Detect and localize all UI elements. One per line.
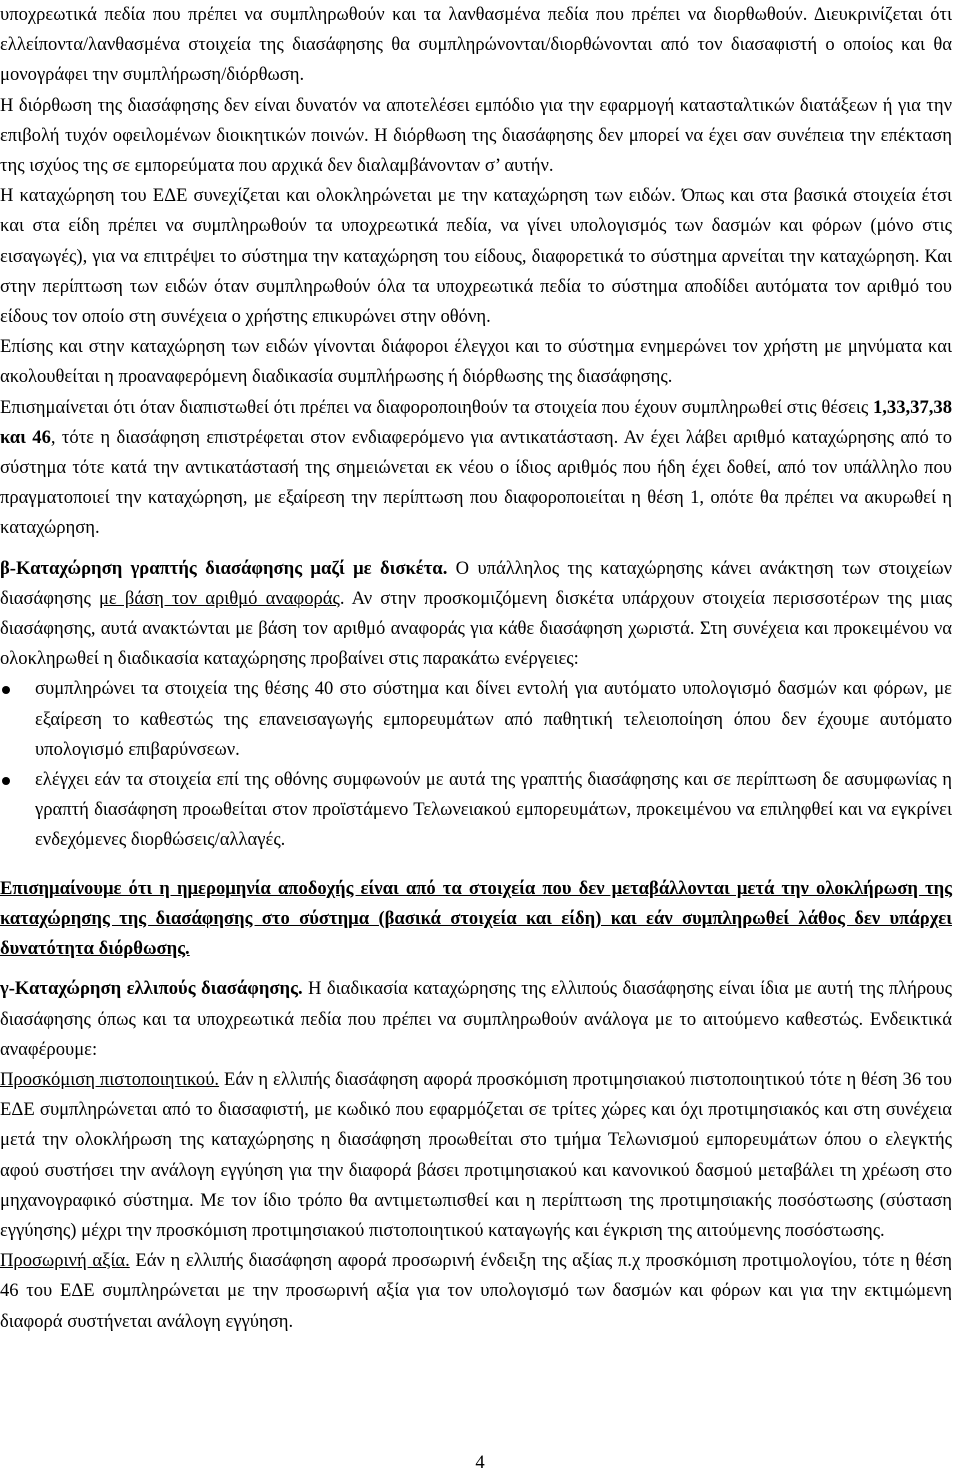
provisional-value-paragraph <box>0 1246 952 1337</box>
section-b <box>0 554 952 675</box>
section-b-text-2: . Αν στην προσκομιζόμενη δισκέτα υπάρχουν στοιχεία περισσοτέρων της μιας διασάφησης, αυτά ανακτώνται με βάση τον αριθμό αναφοράς για κάθε διασάφηση χωριστά. Στη συνέχεια και προκειμένου να ολοκληρωθεί η διαδικασία καταχώρησης προβαίνει στις παρακάτω ενέργειες: <box>0 587 952 670</box>
list-item <box>0 674 952 765</box>
section-b-heading: β-Καταχώρηση γραπτής διασάφησης μαζί με δισκέτα. <box>0 557 448 579</box>
section-c-heading: γ-Καταχώρηση ελλιπούς διασάφησης. <box>0 978 303 1000</box>
paragraph-items-entry: Η καταχώρηση του ΕΔΕ συνεχίζεται και ολοκληρώνεται με την καταχώρηση των ειδών. Όπως και στα βασικά στοιχεία έτσι και στα είδη πρέπει να συμπληρωθούν τα υποχρεωτικά πεδία, να γίνει υπολογισμός των δασμών και φόρων (μόνο στις εισαγωγές), για να επιτρέψει το σύστημα την καταχώρηση του είδους, διαφορετικά το σύστημα αρνείται την καταχώρηση. Και στην περίπτωση των ειδών όταν συμπληρωθούν όλα τα υποχρεωτικά πεδία το σύστημα αποδίδει αυτόματα τον αριθμό του είδους τον οποίο στη συνέχεια ο χρήστης επικυρώνει στην οθόνη. <box>0 185 952 328</box>
certificate-paragraph <box>0 1065 952 1246</box>
list-item-text: συμπληρώνει τα στοιχεία της θέσης 40 στο σύστημα και δίνει εντολή για αυτόματο υπολογισμό δασμών και φόρων, με εξαίρεση το καθεστώς της επανεισαγωγής εμπορευμάτων από παθητική τελειοποίηση όπου δεν έχουμε αυτόματο υπολογισμό επιβαρύνσεων. <box>35 678 952 760</box>
section-b-actions-list <box>0 674 952 855</box>
list-item-text: ελέγχει εάν τα στοιχεία επί της οθόνης συμφωνούν με αυτά της γραπτής διασάφησης και σε περίπτωση δε ασυμφωνίας η γραπτή διασάφηση προωθείται στον προϊστάμενο Τελωνειακού εμπορευμάτων, προκειμένου να επιληφθεί και να εγκρίνει ενδεχόμενες διορθώσεις/αλλαγές. <box>35 769 952 851</box>
paragraph-replacement <box>0 393 952 544</box>
section-c-text: Η διαδικασία καταχώρησης της ελλιπούς διασάφησης είναι ίδια με αυτή της πλήρους διασάφησης όπως και τα υποχρεωτικά πεδία που πρέπει να συμπληρωθούν ανάλογα με το αιτούμενο καθεστώς. Ενδεικτικά αναφέρουμε: <box>0 978 952 1060</box>
certificate-text: Εάν η ελλιπής διασάφηση αφορά προσκόμιση προτιμησιακού πιστοποιητικού τότε η θέση 36 του ΕΔΕ συμπληρώνεται από το διασαφιστή, με κωδικό που εφαρμόζεται σε τρίτες χώρες και όχι προτιμησιακός και στη συνέχεια μετά την ολοκλήρωση της καταχώρησης η διασάφηση προωθείται στο τμήμα Τελωνισμού εμπορευμάτων όπου ο ελεγκτής αφού συστήσει την ανάλογη εγγύηση για την διαφορά βάσει προτιμησιακού και κανονικού δασμού μεταβάλει τη χρέωση στο μηχανογραφικό σύστημα. Με τον ίδιο τρόπο θα αντιμετωπισθεί και η περίπτωση της προτιμησιακής ποσόστωσης (σύσταση εγγύησης) μέχρι την προσκόμιση προτιμησιακού πιστοποιητικού καταγωγής και έγκριση της αιτούμενης ποσόστωσης. <box>0 1068 952 1241</box>
paragraph-items-checks: Επίσης και στην καταχώρηση των ειδών γίνονται διάφοροι έλεγχοι και το σύστημα ενημερώνει τον χρήστη με μηνύματα και ακολουθείται η προαναφερόμενη διαδικασία συμπλήρωσης ή διόρθωσης της διασάφησης. <box>0 336 952 388</box>
replacement-fields: 1,33,37,38 και 46 <box>0 396 952 448</box>
paragraph-correction-limits: Η διόρθωση της διασάφησης δεν είναι δυνατόν να αποτελέσει εμπόδιο για την εφαρμογή κατασταλτικών διατάξεων ή για την επιβολή τυχόν οφειλομένων διοικητικών ποινών. Η διόρθωση της διασάφησης δεν μπορεί να έχει σαν συνέπεια την επέκταση της ισχύος της σε εμπορεύματα που αρχικά δεν διαλαμβάνονταν σ’ αυτήν. <box>0 94 952 177</box>
paragraph-corrections: υποχρεωτικά πεδία που πρέπει να συμπληρωθούν και τα λανθασμένα πεδία που πρέπει να διορθωθούν. Διευκρινίζεται ότι ελλείποντα/λανθασμένα στοιχεία της διασάφησης θα συμπληρώνονται/διορθώνονται από τον διασαφιστή ο οποίος και θα μονογράφει την συμπλήρωση/διόρθωση. <box>0 4 952 86</box>
provisional-value-label: Προσωρινή αξία. <box>0 1250 130 1272</box>
certificate-label: Προσκόμιση πιστοποιητικού. <box>0 1068 220 1090</box>
provisional-value-text: Εάν η ελλιπής διασάφηση αφορά προσωρινή ένδειξη της αξίας π.χ προσκόμιση προτιμολογίου, τότε η θέση 46 του ΕΔΕ συμπληρώνεται με την προσωρινή αξία για τον υπολογισμό των δασμών και φόρων και για την εκτιμώμενη διαφορά συστήνεται ανάλογη εγγύηση. <box>0 1250 953 1332</box>
section-b-reference-number: με βάση τον αριθμό αναφοράς <box>98 587 340 609</box>
section-b-text-1: Ο υπάλληλος της καταχώρησης κάνει ανάκτηση των στοιχείων διασάφησης <box>0 557 952 609</box>
replacement-text-end: , τότε η διασάφηση επιστρέφεται στον ενδιαφερόμενο για αντικατάσταση. Αν έχει λάβει αριθμό καταχώρησης από το σύστημα τότε κατά την αντικατάστασή της σημειώνεται εκ νέου ο ίδιος αριθμός που ήδη έχει δοθεί, από τον υπάλληλο που πραγματοποιεί την καταχώρηση, με εξαίρεση την περίπτωση που διαφοροποιείται η θέση 1, οπότε θα πρέπει να ακυρωθεί η καταχώρηση. <box>0 426 952 539</box>
page-number: 4 <box>475 1452 485 1473</box>
acceptance-date-notice: Επισημαίνουμε ότι η ημερομηνία αποδοχής είναι από τα στοιχεία που δεν μεταβάλλονται μετά την ολοκλήρωση της καταχώρησης της διασάφησης στο σύστημα (βασικά στοιχεία και είδη) και εάν συμπληρωθεί λάθος δεν υπάρχει δυνατότητα διόρθωσης. <box>0 877 952 960</box>
list-item <box>0 765 952 856</box>
section-c <box>0 974 952 1065</box>
replacement-text-start: Επισημαίνεται ότι όταν διαπιστωθεί ότι πρέπει να διαφοροποιηθούν τα στοιχεία που έχουν συμπληρωθεί στις θέσεις <box>0 396 873 418</box>
